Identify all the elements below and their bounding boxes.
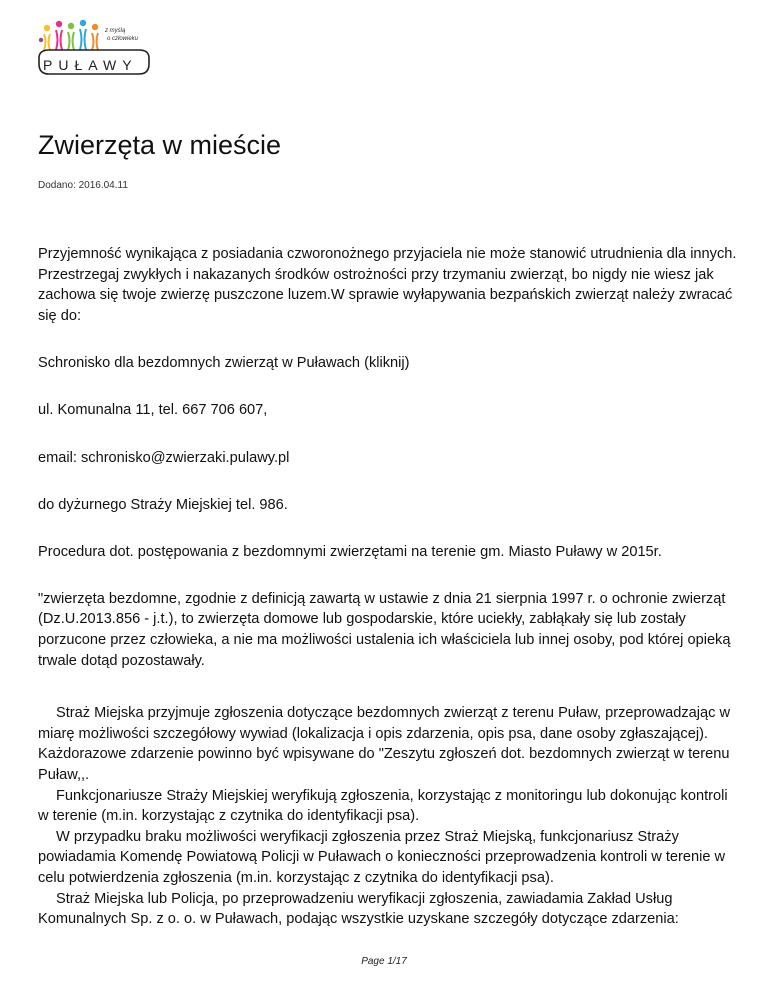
shelter-address: ul. Komunalna 11, tel. 667 706 607, xyxy=(38,402,268,419)
procedure-step-1-text: Straż Miejska przyjmuje zgłoszenia dotyczące bezdomnych zwierząt z terenu Puław, przeprowadzając w miarę możliwości szczegółowy wywiad (lokalizacja i opis zdarzenia, opis psa, dane osoby zgłaszającej). Każdorazowe zdarzenie powinno być wpisywane do "Zeszytu zgłoszeń dot. bezdomnych zwierząt w terenu Puław,,. xyxy=(38,705,731,783)
pulawy-logo-graphic xyxy=(35,18,155,82)
article-body xyxy=(38,244,738,930)
pulawy-logo xyxy=(35,18,155,82)
procedure-step-3-text: W przypadku braku możliwości weryfikacji zgłoszenia przez Straż Miejską, funkcjonariusz Straży powiadamia Komendę Powiatową Policji w Puławach o konieczności przeprowadzenia kontroli w terenie w celu potwierdzenia zgłoszenia (m.in. korzystając z czytnika do identyfikacji psa). xyxy=(38,828,726,886)
page-title: Zwierzęta w mieście xyxy=(38,130,282,160)
procedure-step-1 xyxy=(38,703,738,785)
procedure-step-2-text: Funkcjonariusze Straży Miejskiej weryfikują zgłoszenia, korzystając z monitoringu lub dokonując kontroli w terenie (m.in. korzystając z czytnika do identyfikacji psa). xyxy=(38,787,728,825)
logo-city: PUŁAWY xyxy=(43,57,138,73)
procedure-title: Procedura dot. postępowania z bezdomnymi zwierzętami na terenie gm. Miasto Puławy w 2015r. xyxy=(38,543,662,560)
shelter-link[interactable]: Schronisko dla bezdomnych zwierząt w Puławach (kliknij) xyxy=(38,355,410,372)
publish-date: Dodano: 2016.04.11 xyxy=(38,180,128,191)
shelter-email: email: schronisko@zwierzaki.pulawy.pl xyxy=(38,449,290,466)
page-number: Page 1/17 xyxy=(361,956,407,967)
logo-tagline-2: o człowieku xyxy=(107,36,139,42)
logo-tagline-1: z myślą xyxy=(105,28,126,34)
procedure-step-2 xyxy=(38,786,738,827)
duty-officer: do dyżurnego Straży Miejskiej tel. 986. xyxy=(38,496,288,513)
procedure-step-3 xyxy=(38,827,738,889)
procedure-step-4-text: Straż Miejska lub Policja, po przeprowadzeniu weryfikacji zgłoszenia, zawiadamia Zakład Usług Komunalnych Sp. z o. o. w Puławach, podając wszystkie uzyskane szczegóły dotyczące zdarzenia: xyxy=(38,890,679,928)
intro-paragraph: Przyjemność wynikająca z posiadania czworonożnego przyjaciela nie może stanowić utrudnienia dla innych. Przestrzegaj zwykłych i nakazanych środków ostrożności przy trzymaniu zwierząt, bo nigdy nie wiesz jak zachowa się twoje zwierzę puszczone luzem.W sprawie wyłapywania bezpańskich zwierząt należy zwracać się do: xyxy=(38,246,737,324)
definition-paragraph: "zwierzęta bezdomne, zgodnie z definicją zawartą w ustawie z dnia 21 sierpnia 1997 r. o ochronie zwierząt (Dz.U.2013.856 - j.t.), to zwierzęta domowe lub gospodarskie, które uciekły, zabłąkały się lub zostały porzucone przez człowieka, a nie ma możliwości ustalenia ich właściciela lub innej osoby, pod której opieką trwale dotąd pozostawały. xyxy=(38,590,731,669)
procedure-step-4 xyxy=(38,889,738,930)
